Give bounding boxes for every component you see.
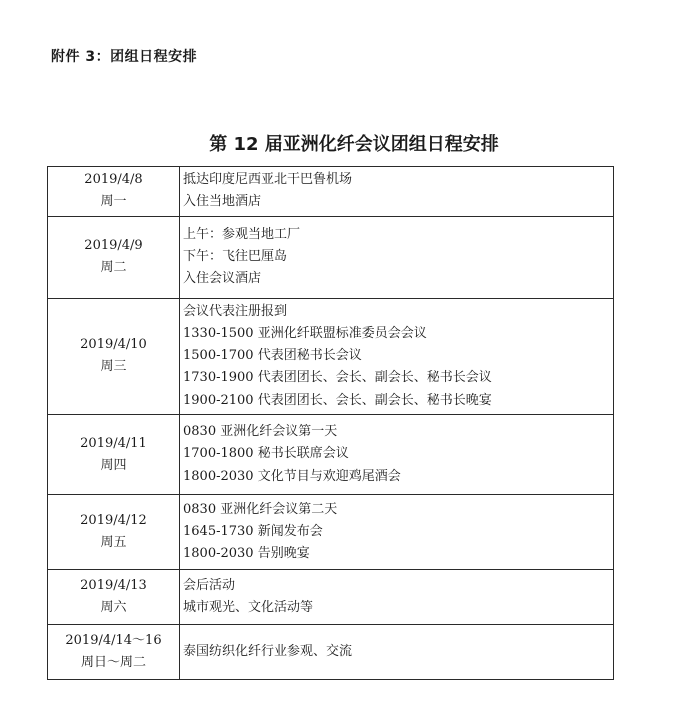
table-row <box>48 625 614 680</box>
activity-line: 1500-1700 代表团秘书长会议 <box>183 348 362 364</box>
date-cell <box>48 625 180 680</box>
activity-line: 抵达印度尼西亚北干巴鲁机场 <box>183 172 353 187</box>
date-text: 2019/4/8 <box>84 172 143 188</box>
table-row <box>48 298 614 414</box>
activity-line: 会后活动 <box>183 577 236 593</box>
date-text: 2019/4/12 <box>80 513 147 529</box>
activity-line: 1330-1500 亚洲化纤联盟标准委员会会议 <box>183 325 427 341</box>
document-title: 第 12 届亚洲化纤会议团组日程安排 <box>209 134 499 155</box>
activity-line: 上午：参观当地工厂 <box>183 226 301 242</box>
activity-line: 1800-2030 文化节目与欢迎鸡尾酒会 <box>183 468 401 484</box>
date-cell <box>48 495 180 570</box>
weekday-text: 周二 <box>100 260 127 276</box>
weekday-text: 周一 <box>100 194 127 210</box>
activity-cell <box>180 216 614 298</box>
activity-cell <box>180 495 614 570</box>
table-row <box>48 216 614 298</box>
activity-cell <box>180 570 614 625</box>
date-cell <box>48 216 180 298</box>
activity-line: 下午：飞往巴厘岛 <box>183 248 288 264</box>
activity-line: 1900-2100 代表团团长、会长、副会长、秘书长晚宴 <box>183 392 492 408</box>
date-cell <box>48 298 180 414</box>
activity-line: 0830 亚洲化纤会议第二天 <box>183 501 338 517</box>
weekday-text: 周五 <box>100 535 127 551</box>
activity-line: 会议代表注册报到 <box>183 303 288 319</box>
weekday-text: 周六 <box>100 600 127 616</box>
activity-line: 1645-1730 新闻发布会 <box>183 523 323 539</box>
activity-cell <box>180 167 614 217</box>
activity-line: 1700-1800 秘书长联席会议 <box>183 446 349 462</box>
activity-line: 1800-2030 告别晚宴 <box>183 546 310 562</box>
table-row <box>48 415 614 495</box>
table-row <box>48 570 614 625</box>
activity-line: 泰国纺织化纤行业参观、交流 <box>183 643 353 659</box>
date-text: 2019/4/9 <box>84 238 143 254</box>
weekday-text: 周四 <box>100 457 127 473</box>
schedule-table <box>47 166 614 680</box>
attachment-label: 附件 3：团组日程安排 <box>51 49 198 65</box>
date-text: 2019/4/10 <box>80 337 147 353</box>
date-cell <box>48 167 180 217</box>
activity-line: 城市观光、文化活动等 <box>183 600 314 616</box>
activity-line: 入住当地酒店 <box>183 194 262 210</box>
weekday-text: 周三 <box>100 359 127 375</box>
date-text: 2019/4/14～16 <box>65 633 162 649</box>
activity-line: 0830 亚洲化纤会议第一天 <box>183 424 338 440</box>
weekday-text: 周日～周二 <box>80 655 146 671</box>
date-text: 2019/4/13 <box>80 578 147 594</box>
date-cell <box>48 415 180 495</box>
activity-line: 1730-1900 代表团团长、会长、副会长、秘书长会议 <box>183 370 492 386</box>
activity-line: 入住会议酒店 <box>183 271 262 287</box>
activity-cell <box>180 298 614 414</box>
table-row <box>48 167 614 217</box>
activity-cell <box>180 415 614 495</box>
date-text: 2019/4/11 <box>80 435 147 451</box>
activity-cell <box>180 625 614 680</box>
table-row <box>48 495 614 570</box>
date-cell <box>48 570 180 625</box>
